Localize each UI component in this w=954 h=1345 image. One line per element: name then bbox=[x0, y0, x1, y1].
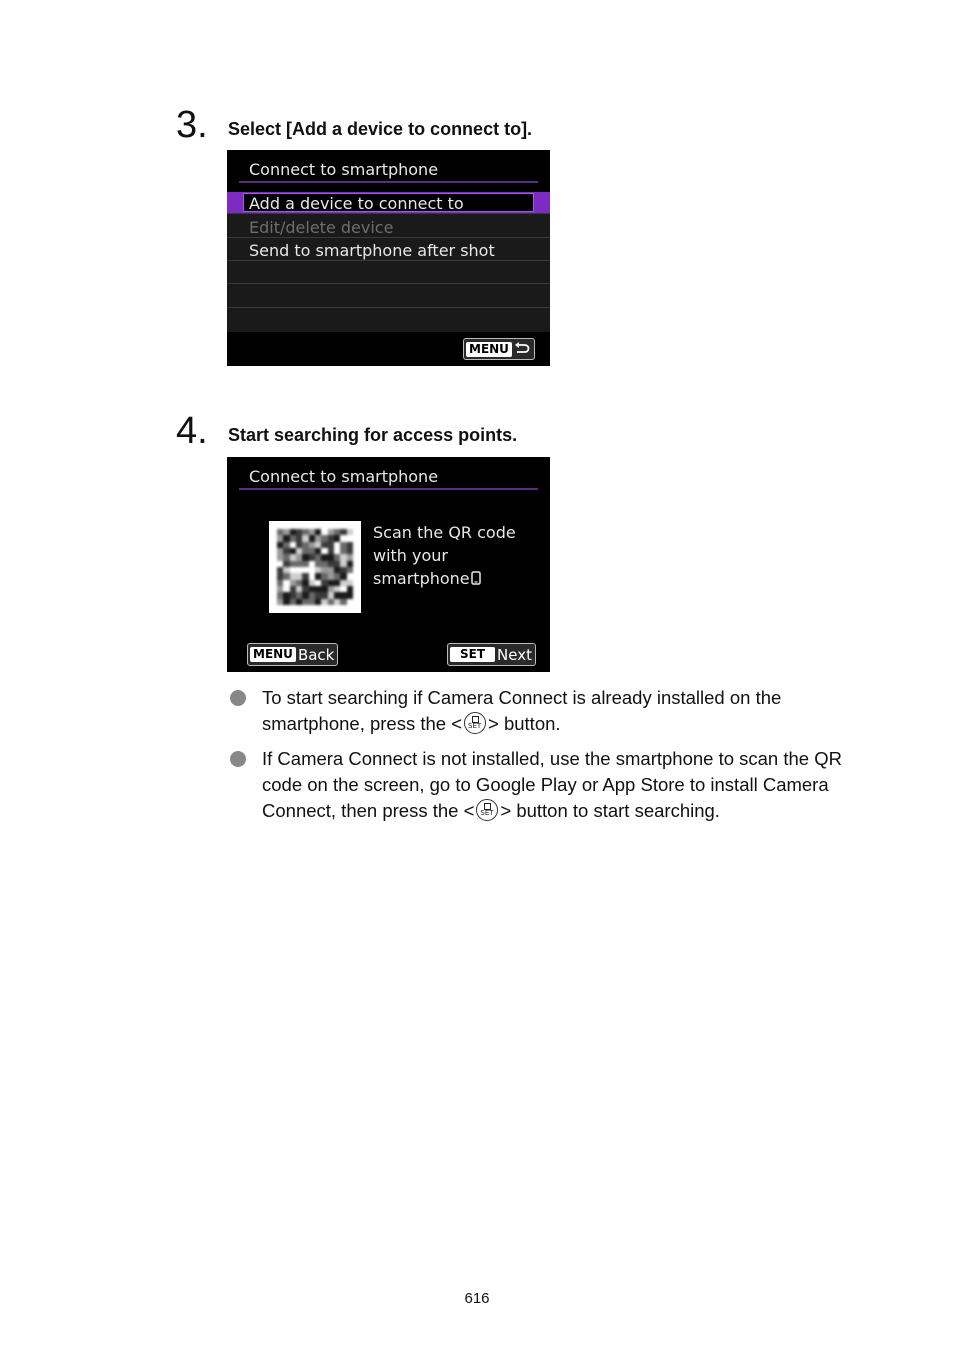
next-label: Next bbox=[497, 645, 532, 664]
set-key-label: SET bbox=[450, 647, 495, 662]
set-button-icon bbox=[476, 799, 498, 821]
title-divider bbox=[239, 488, 538, 490]
menu-item-empty bbox=[227, 262, 550, 284]
back-button[interactable] bbox=[247, 643, 338, 666]
set-button-icon bbox=[464, 712, 486, 734]
bullet-marker bbox=[230, 751, 246, 767]
bullet-text: To start searching if Camera Connect is already installed on the smartphone, press the <SET > button. bbox=[262, 685, 882, 737]
return-arrow-icon bbox=[514, 342, 530, 356]
menu-item-send-after-shot[interactable] bbox=[227, 239, 550, 261]
step-4-title: Start searching for access points. bbox=[228, 425, 518, 445]
menu-return-button[interactable] bbox=[463, 338, 535, 360]
screen-title: Connect to smartphone bbox=[249, 160, 439, 179]
menu-key-label: MENU bbox=[250, 647, 296, 662]
menu-item-edit-delete-device bbox=[227, 216, 550, 238]
scan-instruction: Scan the QR code with your smartphone bbox=[373, 523, 516, 588]
step-3-number: 3. bbox=[176, 104, 208, 146]
back-label: Back bbox=[297, 645, 335, 664]
menu-item-label: Add a device to connect to bbox=[249, 194, 464, 213]
qr-code-pattern bbox=[277, 529, 353, 605]
menu-item-add-device[interactable] bbox=[227, 192, 550, 214]
step-4-number: 4. bbox=[176, 410, 208, 452]
smartphone-icon bbox=[471, 571, 481, 585]
step-3-title: Select [Add a device to connect to]. bbox=[228, 119, 533, 139]
step-3-camera-screen bbox=[227, 150, 550, 366]
page-number: 616 bbox=[464, 1290, 490, 1307]
step-4-camera-screen bbox=[227, 457, 550, 672]
menu-list bbox=[227, 192, 550, 332]
menu-item-empty bbox=[227, 309, 550, 331]
qr-code bbox=[269, 521, 361, 613]
screen-title: Connect to smartphone bbox=[249, 467, 439, 486]
menu-item-empty bbox=[227, 286, 550, 308]
menu-key-label: MENU bbox=[466, 342, 512, 357]
bullet-marker bbox=[230, 690, 246, 706]
title-divider bbox=[239, 181, 538, 183]
menu-item-label: Edit/delete device bbox=[249, 218, 394, 237]
bullet-text: If Camera Connect is not installed, use the smartphone to scan the QR code on the screen, go to Google Play or App Store to install Camera Connect, then press the <SET > button to start searching. bbox=[262, 746, 882, 824]
menu-item-label: Send to smartphone after shot bbox=[249, 241, 495, 260]
next-button[interactable] bbox=[447, 643, 536, 666]
